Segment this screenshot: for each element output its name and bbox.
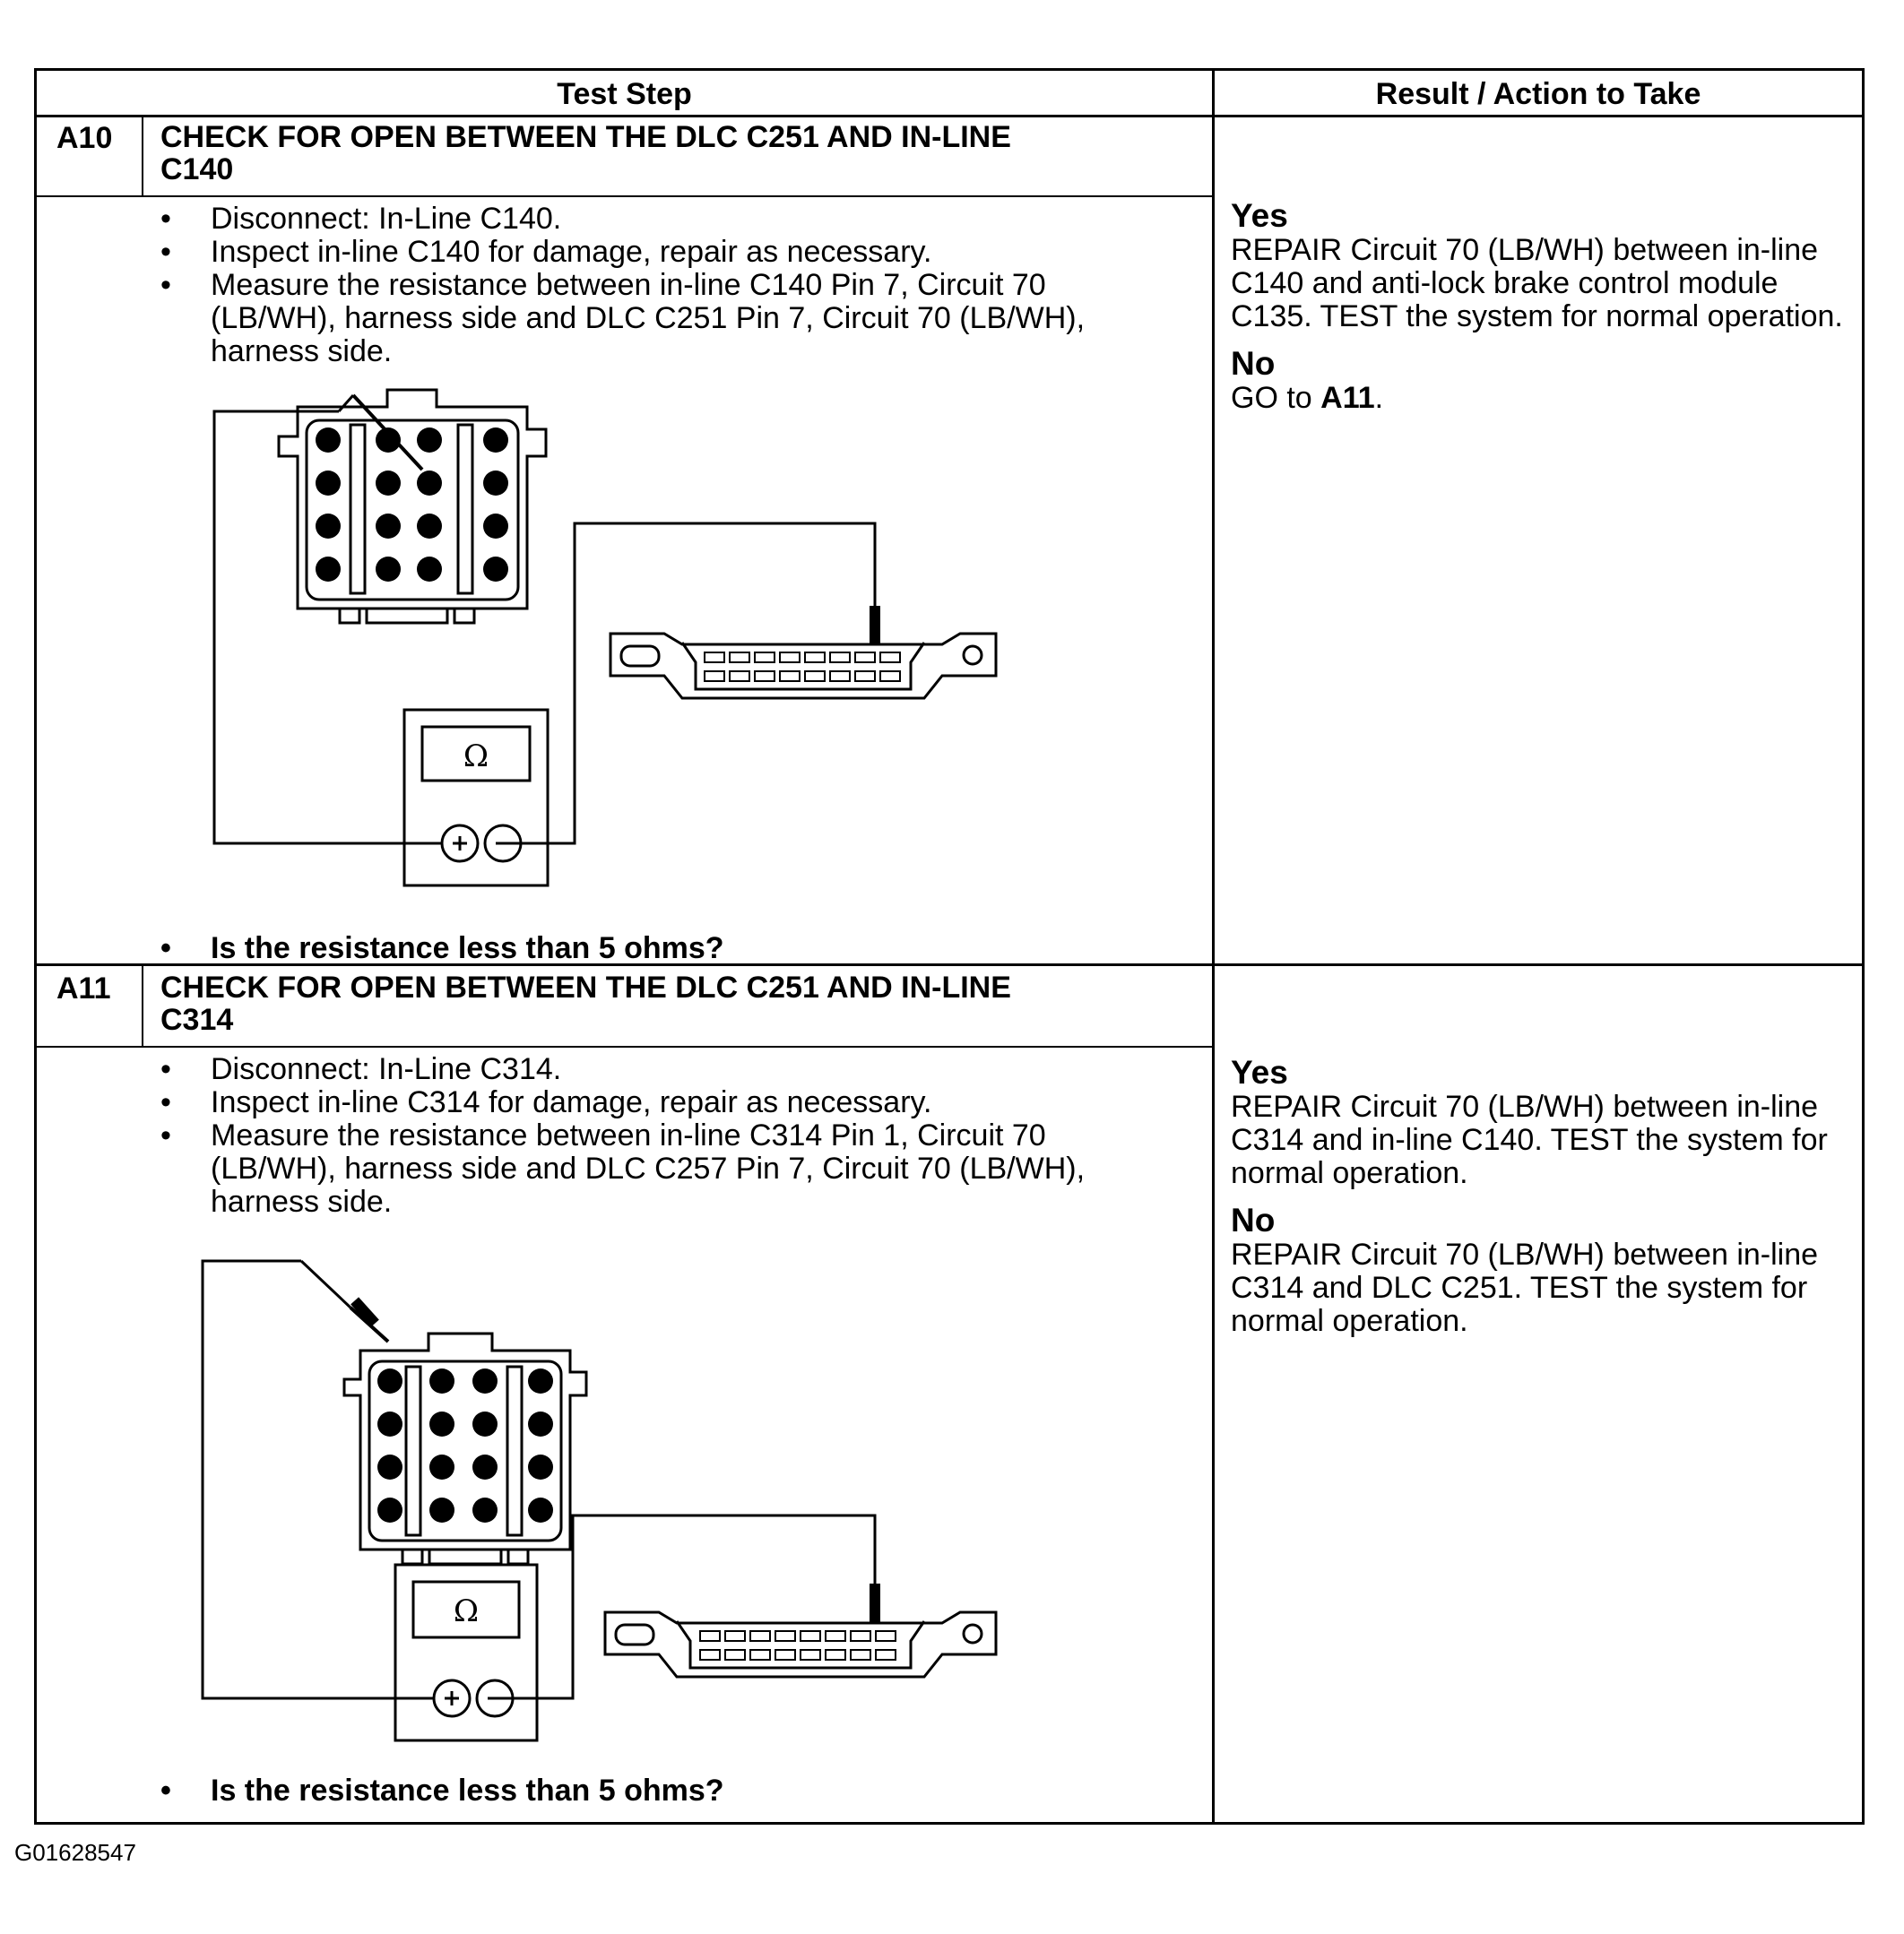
step-title-a10: CHECK FOR OPEN BETWEEN THE DLC C251 AND IN-LINE C140 bbox=[160, 120, 1011, 186]
instruction-item: • Disconnect: In-Line C314. bbox=[160, 1053, 1164, 1086]
step-id-a10: A10 bbox=[56, 121, 113, 155]
ohm-symbol: Ω bbox=[463, 738, 489, 774]
goto-step-link[interactable]: A11 bbox=[1320, 381, 1375, 415]
instruction-item: • Measure the resistance between in-line C140 Pin 7, Circuit 70 (LB/WH), harness side and DLC C251 Pin 7, Circuit 70 (LB/WH), harness side. bbox=[160, 269, 1164, 368]
step-question-a11: • Is the resistance less than 5 ohms? bbox=[160, 1774, 724, 1809]
no-action-suffix: . bbox=[1374, 381, 1384, 415]
no-action: REPAIR Circuit 70 (LB/WH) between in-line C314 and DLC C251. TEST the system for normal operation. bbox=[1231, 1238, 1819, 1338]
yes-action: REPAIR Circuit 70 (LB/WH) between in-line C140 and anti-lock brake control module C135. TEST the system for normal operation. bbox=[1231, 233, 1843, 333]
yes-action: REPAIR Circuit 70 (LB/WH) between in-line C314 and in-line C140. TEST the system for normal operation. bbox=[1231, 1090, 1828, 1190]
no-label: No bbox=[1231, 1202, 1276, 1239]
test-step-header: Test Step bbox=[557, 77, 692, 111]
step-id-a11: A11 bbox=[56, 971, 111, 1006]
no-label: No bbox=[1231, 345, 1276, 382]
result-action-header: Result / Action to Take bbox=[1375, 77, 1701, 111]
ohm-symbol: Ω bbox=[453, 1593, 480, 1629]
yes-label: Yes bbox=[1231, 1054, 1288, 1091]
step-question-a10: • Is the resistance less than 5 ohms? bbox=[160, 931, 724, 966]
no-action bbox=[1231, 382, 1858, 415]
figure-code: G01628547 bbox=[14, 1839, 136, 1866]
ohmmeter-icon bbox=[395, 1565, 537, 1740]
c314-connector-icon bbox=[344, 1334, 586, 1564]
instruction-item: • Inspect in-line C314 for damage, repair as necessary. bbox=[160, 1086, 1164, 1119]
instruction-item: • Measure the resistance between in-line C314 Pin 1, Circuit 70 (LB/WH), harness side and DLC C257 Pin 7, Circuit 70 (LB/WH), harness side. bbox=[160, 1119, 1164, 1219]
dlc-c257-connector-icon bbox=[605, 1612, 996, 1677]
result-block-a10 bbox=[1231, 198, 1858, 427]
instruction-item: • Disconnect: In-Line C140. bbox=[160, 203, 1164, 236]
no-action-prefix: GO to bbox=[1231, 381, 1321, 415]
result-block-a11 bbox=[1231, 1055, 1858, 1351]
yes-label: Yes bbox=[1231, 197, 1288, 234]
column-divider bbox=[1212, 71, 1215, 1822]
instruction-item: • Inspect in-line C140 for damage, repair as necessary. bbox=[160, 236, 1164, 269]
a11-circuit-diagram bbox=[37, 71, 1212, 1822]
step-title-a11: CHECK FOR OPEN BETWEEN THE DLC C251 AND IN-LINE C314 bbox=[160, 971, 1011, 1037]
test-step-table bbox=[34, 68, 1865, 1825]
